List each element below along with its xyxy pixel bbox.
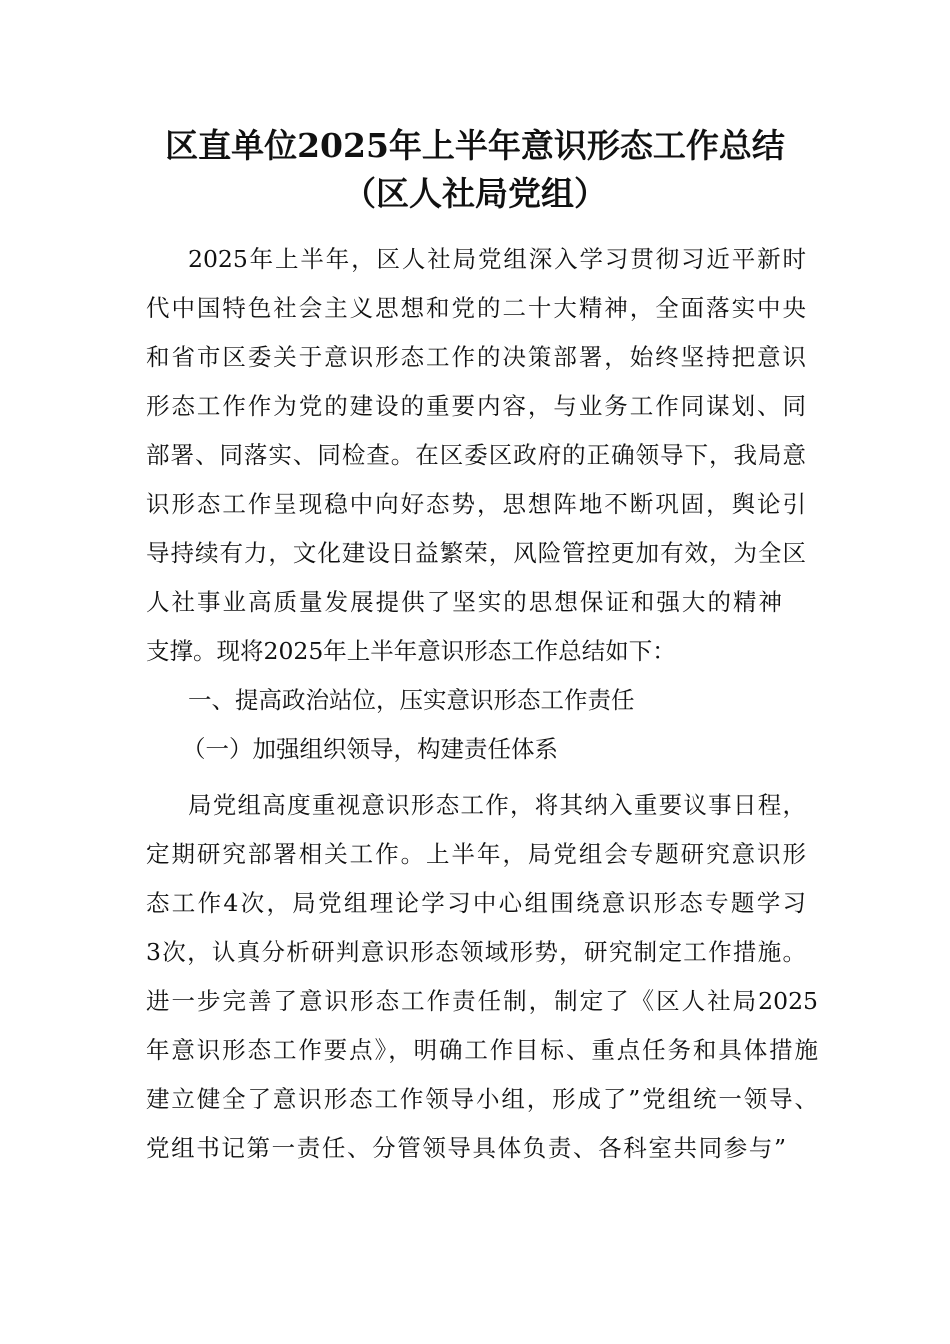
document-title: 区直单位2025年上半年意识形态工作总结 (165, 126, 785, 165)
paragraph-line: 局党组高度重视意识形态工作，将其纳入重要议事日程， (188, 791, 806, 819)
paragraph-line: 和省市区委关于意识形态工作的决策部署，始终坚持把意识 (146, 343, 806, 371)
paragraph-line: 建立健全了意识形态工作领导小组，形成了”党组统一领导、 (146, 1085, 818, 1113)
paragraph-line: 支撑。现将2025年上半年意识形态工作总结如下： (146, 637, 676, 665)
paragraph-line: 态工作4次，局党组理论学习中心组围绕意识形态专题学习 (146, 889, 806, 917)
paragraph-line: 形态工作作为党的建设的重要内容，与业务工作同谋划、同 (146, 392, 806, 420)
paragraph-line: 导持续有力，文化建设日益繁荣，风险管控更加有效，为全区 (146, 539, 806, 567)
paragraph-line: 2025年上半年，区人社局党组深入学习贯彻习近平新时 (188, 245, 806, 273)
paragraph-line: 党组书记第一责任、分管领导具体负责、各科室共同参与” (146, 1134, 786, 1162)
paragraph-line: 代中国特色社会主义思想和党的二十大精神，全面落实中央 (146, 294, 806, 322)
paragraph-line: 年意识形态工作要点》，明确工作目标、重点任务和具体措施 (146, 1036, 818, 1064)
paragraph-line: 人社事业高质量发展提供了坚实的思想保证和强大的精神 (146, 588, 782, 616)
paragraph-line: 进一步完善了意识形态工作责任制，制定了《区人社局2025 (146, 987, 818, 1015)
paragraph-line: 识形态工作呈现稳中向好态势，思想阵地不断巩固，舆论引 (146, 490, 806, 518)
subsection-heading: （一）加强组织领导，构建责任体系 (182, 735, 558, 763)
document-subtitle: （区人社局党组） (343, 174, 607, 213)
paragraph-line: 3次，认真分析研判意识形态领域形势，研究制定工作措施。 (146, 938, 806, 966)
paragraph-line: 部署、同落实、同检查。在区委区政府的正确领导下，我局意 (146, 441, 806, 469)
section-heading: 一、提高政治站位，压实意识形态工作责任 (188, 686, 635, 714)
paragraph-line: 定期研究部署相关工作。上半年，局党组会专题研究意识形 (146, 840, 806, 868)
